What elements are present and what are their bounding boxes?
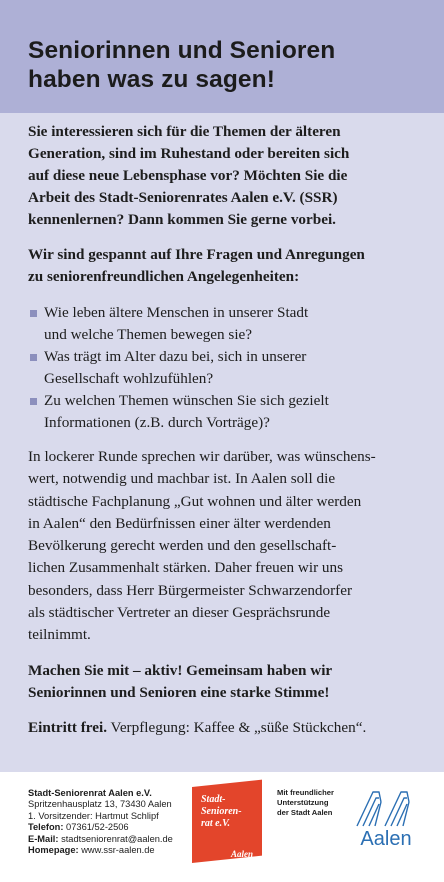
question-text: Was trägt im Alter dazu bei, sich in unserer <box>44 348 307 365</box>
main-content <box>28 121 420 739</box>
cta-line: Seniorinnen und Senioren eine starke Stimme! <box>28 683 330 701</box>
page-title <box>28 36 416 94</box>
footer <box>0 772 444 882</box>
body-line: Bevölkerung gerecht werden und den gesellschaft- <box>28 537 337 555</box>
support-line: der Stadt Aalen <box>277 808 333 817</box>
admission-free-label: Eintritt frei. <box>28 718 108 736</box>
ssr-logo-line: Senioren- <box>201 806 242 817</box>
email-row <box>28 834 193 845</box>
ssr-logo-line: rat e.V. <box>201 818 230 829</box>
body-line: In lockerer Runde sprechen wir darüber, was wünschens- <box>28 448 376 465</box>
list-item <box>28 302 420 346</box>
call-to-action <box>28 660 420 704</box>
intro-line: Sie interessieren sich für die Themen der älteren <box>28 123 341 140</box>
admission-info <box>28 717 420 739</box>
square-bullet-icon <box>30 310 37 317</box>
address: Spritzenhausplatz 13, 73430 Aalen <box>28 799 172 810</box>
square-bullet-icon <box>30 398 37 405</box>
intro-line: kennenlernen? Dann kommen Sie gerne vorbei. <box>28 211 336 228</box>
questions-intro-line: zu seniorenfreundlichen Angelegenheiten: <box>28 268 300 285</box>
support-line: Mit freundlicher <box>277 788 334 797</box>
questions-list <box>28 302 420 434</box>
contact-block <box>28 788 193 856</box>
email-address: stadtseniorenrat@aalen.de <box>58 833 173 844</box>
header-band <box>0 0 444 113</box>
body-line: teilnimmt. <box>28 626 91 644</box>
list-item <box>28 390 420 434</box>
body-line: in Aalen“ den Bedürfnissen einer älter werdenden <box>28 514 331 532</box>
homepage-url: www.ssr-aalen.de <box>78 845 155 856</box>
intro-line: auf diese neue Lebensphase vor? Möchten Sie die <box>28 167 348 184</box>
body-paragraph <box>28 446 420 647</box>
body-line: wert, notwendig und machbar ist. In Aalen soll die <box>28 470 336 488</box>
phone-label: Telefon: <box>28 822 64 833</box>
email-label: E-Mail: <box>28 833 59 844</box>
chairman: 1. Vorsitzender: Hartmut Schlipf <box>28 810 159 821</box>
phone-number: 07361/52-2506 <box>63 822 129 833</box>
homepage-row <box>28 845 193 856</box>
title-line-2: haben was zu sagen! <box>28 66 275 93</box>
support-line: Unterstützung <box>277 798 329 807</box>
question-text: Informationen (z.B. durch Vorträge)? <box>44 414 270 431</box>
aalen-logo-name: Aalen <box>360 828 412 850</box>
questions-intro-line: Wir sind gespannt auf Ihre Fragen und Anregungen <box>28 246 365 263</box>
question-text: und welche Themen bewegen sie? <box>44 326 253 343</box>
organization-name: Stadt-Seniorenrat Aalen e.V. <box>28 788 152 798</box>
homepage-label: Homepage: <box>28 845 79 856</box>
question-text: Zu welchen Themen wünschen Sie sich gezielt <box>44 392 329 409</box>
cta-line: Machen Sie mit – aktiv! Gemeinsam haben wir <box>28 661 333 679</box>
body-line: lichen Zusammenhalt stärken. Daher freuen wir uns <box>28 559 344 577</box>
intro-line: Generation, sind im Ruhestand oder bereiten sich <box>28 145 350 162</box>
question-text: Gesellschaft wohlzufühlen? <box>44 370 214 387</box>
intro-line: Arbeit des Stadt-Seniorenrates Aalen e.V. (SSR) <box>28 189 338 206</box>
catering-info: Verpflegung: Kaffee & „süße Stückchen“. <box>107 718 367 736</box>
question-text: Wie leben ältere Menschen in unserer Stadt <box>44 304 309 321</box>
title-line-1: Seniorinnen und Senioren <box>28 37 336 64</box>
ssr-logo-city: Aalen <box>231 849 254 859</box>
body-line: besonders, dass Herr Bürgermeister Schwarzendorfer <box>28 581 353 599</box>
list-item <box>28 346 420 390</box>
ssr-logo-text <box>201 794 261 830</box>
questions-intro-paragraph <box>28 244 420 288</box>
aalen-logo-icon <box>355 790 415 828</box>
square-bullet-icon <box>30 354 37 361</box>
ssr-logo-line: Stadt- <box>201 794 226 805</box>
body-line: als städtischer Vertreter an dieser Gesprächsrunde <box>28 604 331 622</box>
support-note <box>277 788 357 818</box>
intro-paragraph <box>28 121 420 231</box>
body-line: städtische Fachplanung „Gut wohnen und älter werden <box>28 492 362 510</box>
phone-row <box>28 822 193 833</box>
